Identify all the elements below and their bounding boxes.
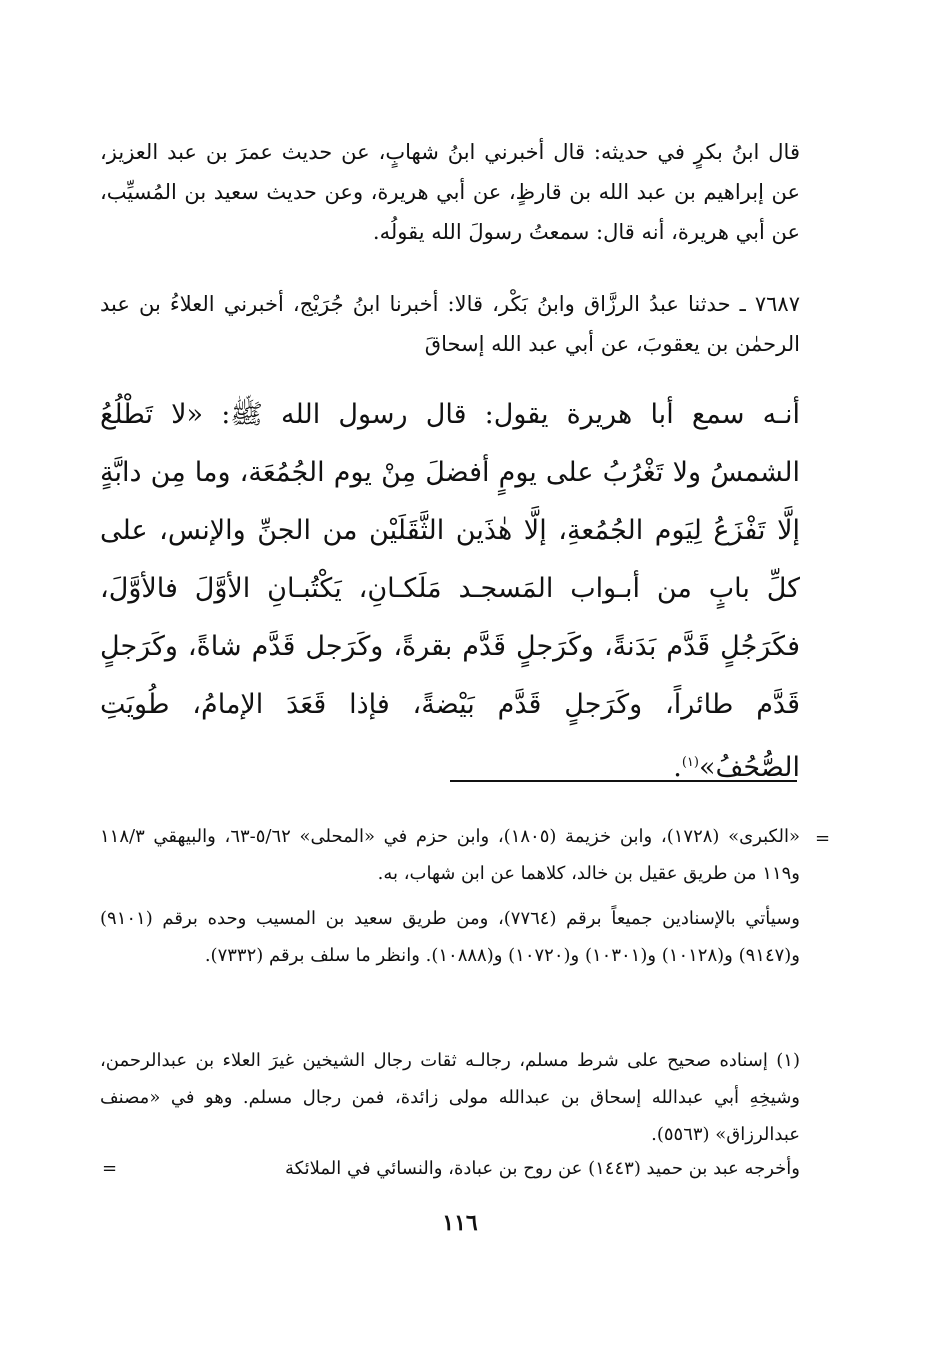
paragraph-isnad-1: قال ابنُ بكرٍ في حديثه: قال أخبرني ابنُ شهابٍ، عن حديث عمرَ بن عبد العزيز، عن إبراهيم بن عبد الله بن قارظٍ، عن أبي هريرة، وعن حديث سعيد بن المُسيِّب، عن أبي هريرة، أنه قال: سمعتُ رسولَ الله يقولُه. bbox=[100, 140, 800, 244]
hadith-end-punctuation: . bbox=[673, 752, 682, 783]
footnote-1-continued: وأخرجه عبد بن حميد (١٤٤٣) عن روح بن عبادة، والنسائي في الملائكة bbox=[284, 1158, 800, 1179]
footnote-reference: (١) bbox=[681, 755, 699, 770]
footnote-end-continuation-mark: = bbox=[102, 1158, 118, 1179]
page-number: ١١٦ bbox=[442, 1210, 478, 1236]
footnote-1: (١) إسناده صحيح على شرط مسلم، رجالـه ثقات رجال الشيخين غيرَ العلاء بن عبدالرحمن، وشيخِهِ أبي عبدالله إسحاق بن عبدالله مولى زائدة، فمن رجال مسلم. وهو في «مصنف عبدالرزاق» (٥٥٦٣). bbox=[100, 1050, 800, 1145]
footnote-separator bbox=[450, 780, 797, 782]
hadith-text: أنـه سمع أبا هريرة يقول: قال رسول الله ﷺ: «لا تَطْلُعُ الشمسُ ولا تَغْرُبُ على يومٍ أفضلَ مِنْ يوم الجُمُعَة، وما مِن دابَّةٍ إلَّا تَفْزَعُ لِيَوم الجُمُعةِ، إلَّا هٰذَين الثَّقَلَيْن من الجنِّ والإنس، على كلِّ بابٍ من أبـواب المَسجـد مَلَكـانِ، يَكْتُبـانِ الأوَّلَ فالأوَّلَ، فكَرَجُلٍ قَدَّم بَدَنةً، وكَرَجلٍ قَدَّم بقرةً، وكَرَجل قَدَّم شاةً، وكَرَجلٍ قَدَّم طائراً، وكَرَجلٍ قَدَّم بَيْضةً، فإذا قَعَدَ الإمامُ، طُويَتِ الصُّحُفُ» bbox=[100, 399, 800, 783]
footnote-cross-reference: وسيأتي بالإسنادين جميعاً برقم (٧٧٦٤)، ومن طريق سعيد بن المسيب وحده برقم (٩١٠١) و(٩١٤٧) و(١٠١٢٨) و(١٠٣٠١) و(١٠٧٢٠) و(١٠٨٨٨). وانظر ما سلف برقم (٧٣٣٢). bbox=[100, 908, 800, 966]
paragraph-hadith-7687-matn bbox=[100, 386, 800, 797]
paragraph-hadith-7687-isnad: ٧٦٨٧ ـ حدثنا عبدُ الرزَّاق وابنُ بَكْر، قالا: أخبرنا ابنُ جُرَيْج، أخبرني العلاءُ بن عبد الرحمٰن بن يعقوبَ، عن أبي عبد الله إسحاقَ bbox=[100, 292, 800, 356]
footnote-continuation-mark: = bbox=[815, 828, 831, 849]
footnote-continued-text: «الكبرى» (١٧٢٨)، وابن خزيمة (١٨٠٥)، وابن حزم في «المحلى» ٥/٦٢-٦٣، والبيهقي ١١٨/٣ و١١٩ من طريق عقيل بن خالد، كلاهما عن ابن شهاب، به. bbox=[100, 826, 800, 884]
